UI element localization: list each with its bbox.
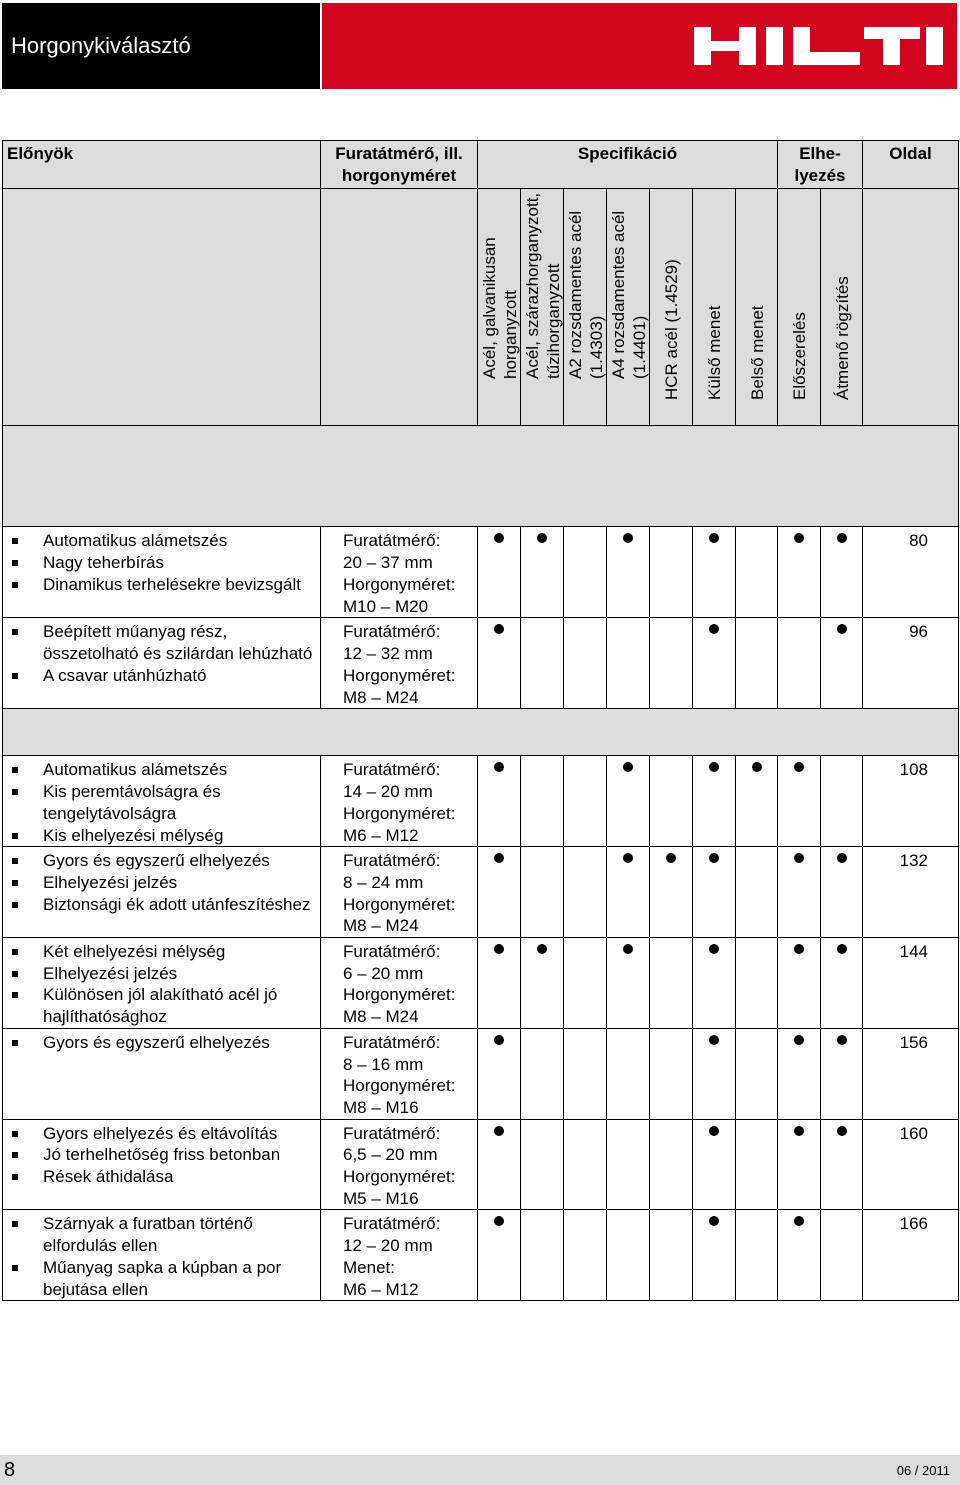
size-line: M5 – M16 (343, 1188, 419, 1208)
feature-dot (709, 533, 719, 543)
benefits-cell (3, 1210, 321, 1301)
feature-cell (736, 1210, 778, 1301)
feature-cell (778, 618, 821, 709)
page-footer (0, 1455, 960, 1485)
table-row (3, 1028, 959, 1119)
benefit-item: Rések áthidalása (3, 1166, 320, 1188)
feature-cell (521, 1210, 564, 1301)
feature-cell (650, 847, 693, 938)
feature-dot (794, 853, 804, 863)
size-line: Furatátmérő: (343, 1123, 441, 1143)
benefit-item: Két elhelyezési mélység (3, 941, 320, 963)
empty-header-cell (3, 189, 321, 426)
feature-cell (821, 938, 863, 1029)
size-cell (321, 1210, 478, 1301)
size-cell (321, 756, 478, 847)
table-row (3, 756, 959, 847)
feature-dot (752, 762, 762, 772)
feature-cell (607, 527, 650, 618)
page-title: Horgonykiválasztó (11, 33, 191, 58)
column-label: A2 rozsdamentes acél (1.4303) (564, 189, 607, 426)
feature-dot (709, 1035, 719, 1045)
feature-cell (736, 756, 778, 847)
header-banner (2, 3, 957, 89)
feature-dot (537, 533, 547, 543)
size-line: Horgonyméret: (343, 803, 456, 823)
size-line: 12 – 32 mm (343, 644, 433, 664)
benefit-item: Gyors elhelyezés és eltávolítás (3, 1123, 320, 1145)
benefit-item: Gyors és egyszerű elhelyezés (3, 850, 320, 872)
feature-dot (794, 1035, 804, 1045)
feature-cell (693, 527, 736, 618)
group-band (3, 426, 959, 527)
feature-cell (478, 527, 521, 618)
feature-dot (494, 624, 504, 634)
benefit-item: Jó terhelhetőség friss betonban (3, 1144, 320, 1166)
feature-cell (650, 938, 693, 1029)
group-band (3, 709, 959, 756)
size-cell (321, 847, 478, 938)
benefit-item: Dinamikus terhelésekre bevizsgált (3, 574, 320, 596)
size-line: Horgonyméret: (343, 574, 456, 594)
feature-dot (794, 533, 804, 543)
size-line: Furatátmérő: (343, 851, 441, 871)
feature-cell (478, 1028, 521, 1119)
page-ref: 144 (863, 938, 959, 1029)
feature-cell (564, 756, 607, 847)
feature-cell (521, 938, 564, 1029)
feature-dot (494, 1035, 504, 1045)
feature-cell (821, 847, 863, 938)
feature-dot (623, 944, 633, 954)
feature-cell (607, 756, 650, 847)
feature-cell (607, 1210, 650, 1301)
feature-cell (821, 527, 863, 618)
column-label: Átmenő rögzítés (821, 189, 863, 426)
feature-cell (778, 756, 821, 847)
feature-cell (478, 1210, 521, 1301)
size-line: Horgonyméret: (343, 894, 456, 914)
group-undercut (3, 527, 959, 709)
feature-cell (736, 847, 778, 938)
feature-dot (709, 1126, 719, 1136)
feature-cell (736, 1028, 778, 1119)
anchor-selector-table (2, 140, 959, 1301)
feature-dot (837, 533, 847, 543)
page-ref: 160 (863, 1119, 959, 1210)
column-label-row (3, 189, 959, 426)
feature-cell (693, 1028, 736, 1119)
size-line: Horgonyméret: (343, 665, 456, 685)
size-line: M8 – M16 (343, 1097, 419, 1117)
feature-cell (478, 938, 521, 1029)
feature-cell (821, 1119, 863, 1210)
feature-cell (564, 527, 607, 618)
size-line: M10 – M20 (343, 596, 429, 616)
feature-cell (778, 527, 821, 618)
feature-cell (564, 1210, 607, 1301)
feature-cell (650, 1210, 693, 1301)
size-line: M8 – M24 (343, 1007, 419, 1027)
benefits-cell (3, 527, 321, 618)
page-ref: 108 (863, 756, 959, 847)
title-panel (2, 3, 320, 89)
feature-dot (537, 944, 547, 954)
empty-header-cell (321, 189, 478, 426)
feature-cell (778, 847, 821, 938)
feature-dot (837, 853, 847, 863)
feature-dot (623, 533, 633, 543)
size-line: Furatátmérő: (343, 531, 441, 551)
feature-cell (650, 618, 693, 709)
feature-cell (736, 527, 778, 618)
feature-cell (564, 847, 607, 938)
benefits-header: Előnyök (3, 141, 321, 189)
benefit-item: Műanyag sapka a kúpban a por bejutása ellen (3, 1257, 320, 1300)
size-line: 20 – 37 mm (343, 553, 433, 573)
size-cell (321, 1119, 478, 1210)
feature-cell (607, 1119, 650, 1210)
feature-cell (650, 1119, 693, 1210)
benefit-item: A csavar utánhúzható (3, 665, 320, 687)
feature-cell (521, 527, 564, 618)
feature-cell (693, 756, 736, 847)
feature-cell (607, 847, 650, 938)
feature-cell (821, 618, 863, 709)
size-line: Horgonyméret: (343, 985, 456, 1005)
feature-dot (837, 1126, 847, 1136)
size-line: 6 – 20 mm (343, 963, 424, 983)
page-header: Oldal (863, 141, 959, 189)
feature-cell (478, 756, 521, 847)
benefits-cell (3, 938, 321, 1029)
size-line: 6,5 – 20 mm (343, 1145, 438, 1165)
size-line: 12 – 20 mm (343, 1236, 433, 1256)
table-row (3, 1210, 959, 1301)
feature-dot (494, 1216, 504, 1226)
benefit-item: Beépített műanyag rész, összetolható és szilárdan lehúzható (3, 621, 320, 664)
feature-dot (623, 762, 633, 772)
feature-dot (709, 624, 719, 634)
table-row (3, 618, 959, 709)
size-line: Furatátmérő: (343, 622, 441, 642)
size-line: Furatátmérő: (343, 942, 441, 962)
placement-header: Elhe-lyezés (778, 141, 863, 189)
size-line: Furatátmérő: (343, 1214, 441, 1234)
page-ref: 156 (863, 1028, 959, 1119)
size-line: 8 – 24 mm (343, 872, 424, 892)
feature-dot (494, 533, 504, 543)
feature-cell (564, 938, 607, 1029)
benefits-cell (3, 756, 321, 847)
feature-cell (607, 618, 650, 709)
size-cell (321, 618, 478, 709)
feature-dot (837, 1035, 847, 1045)
feature-cell (736, 938, 778, 1029)
feature-dot (709, 944, 719, 954)
size-line: Furatátmérő: (343, 760, 441, 780)
feature-dot (794, 1126, 804, 1136)
page-ref: 132 (863, 847, 959, 938)
size-line: Horgonyméret: (343, 1076, 456, 1096)
feature-cell (778, 938, 821, 1029)
feature-cell (607, 1028, 650, 1119)
feature-dot (837, 944, 847, 954)
feature-dot (494, 1126, 504, 1136)
feature-dot (623, 853, 633, 863)
feature-cell (778, 1119, 821, 1210)
benefit-item: Szárnyak a furatban történő elfordulás ellen (3, 1213, 320, 1256)
benefits-cell (3, 618, 321, 709)
feature-cell (821, 1028, 863, 1119)
feature-cell (693, 1210, 736, 1301)
benefits-cell (3, 847, 321, 938)
column-label: Külső menet (693, 189, 736, 426)
size-line: M8 – M24 (343, 687, 419, 707)
feature-dot (494, 944, 504, 954)
size-line: Horgonyméret: (343, 1167, 456, 1187)
feature-dot (794, 944, 804, 954)
feature-cell (521, 756, 564, 847)
page-ref: 96 (863, 618, 959, 709)
feature-cell (650, 756, 693, 847)
benefit-item: Kis peremtávolságra és tengelytávolságra (3, 781, 320, 824)
feature-cell (478, 1119, 521, 1210)
table-row (3, 847, 959, 938)
benefit-item: Különösen jól alakítható acél jó hajlíthatósághoz (3, 984, 320, 1027)
feature-cell (693, 938, 736, 1029)
size-cell (321, 1028, 478, 1119)
feature-cell (478, 847, 521, 938)
feature-cell (564, 618, 607, 709)
page-ref: 80 (863, 527, 959, 618)
benefit-item: Nagy teherbírás (3, 552, 320, 574)
feature-cell (736, 618, 778, 709)
size-line: M6 – M12 (343, 825, 419, 845)
feature-dot (794, 1216, 804, 1226)
feature-cell (693, 1119, 736, 1210)
feature-dot (494, 853, 504, 863)
feature-cell (736, 1119, 778, 1210)
feature-cell (650, 1028, 693, 1119)
feature-cell (564, 1028, 607, 1119)
column-label: Belső menet (736, 189, 778, 426)
feature-cell (521, 847, 564, 938)
table-row (3, 527, 959, 618)
feature-dot (794, 762, 804, 772)
diameter-header: Furatátmérő, ill. horgonyméret (321, 141, 478, 189)
feature-dot (709, 762, 719, 772)
feature-cell (521, 618, 564, 709)
feature-cell (693, 618, 736, 709)
feature-dot (494, 762, 504, 772)
empty-header-cell (863, 189, 959, 426)
benefit-item: Automatikus alámetszés (3, 759, 320, 781)
page-ref: 166 (863, 1210, 959, 1301)
hilti-logo (694, 27, 944, 65)
feature-cell (607, 938, 650, 1029)
header-row (3, 141, 959, 189)
column-label: HCR acél (1.4529) (650, 189, 693, 426)
column-label: A4 rozsdamentes acél (1.4401) (607, 189, 650, 426)
feature-cell (564, 1119, 607, 1210)
feature-cell (478, 618, 521, 709)
benefits-cell (3, 1119, 321, 1210)
size-line: Furatátmérő: (343, 1032, 441, 1052)
column-label: Előszerelés (778, 189, 821, 426)
table-row (3, 1119, 959, 1210)
size-line: 14 – 20 mm (343, 782, 433, 802)
brand-panel (322, 3, 957, 89)
feature-cell (821, 1210, 863, 1301)
group-expansion (3, 756, 959, 1301)
size-line: Menet: (343, 1257, 395, 1277)
size-cell (321, 938, 478, 1029)
feature-dot (837, 624, 847, 634)
feature-dot (709, 853, 719, 863)
column-label: Acél, galvanikusan horganyzott (478, 189, 521, 426)
column-label: Acél, szárazhorganyzott, tűzihorganyzott (521, 189, 564, 426)
feature-dot (666, 853, 676, 863)
edition-date: 06 / 2011 (896, 1463, 950, 1478)
benefit-item: Kis elhelyezési mélység (3, 825, 320, 847)
feature-cell (821, 756, 863, 847)
feature-cell (521, 1119, 564, 1210)
benefit-item: Gyors és egyszerű elhelyezés (3, 1032, 320, 1054)
size-line: M6 – M12 (343, 1279, 419, 1299)
feature-cell (521, 1028, 564, 1119)
benefit-item: Elhelyezési jelzés (3, 963, 320, 985)
feature-dot (709, 1216, 719, 1226)
size-line: 8 – 16 mm (343, 1054, 424, 1074)
benefits-cell (3, 1028, 321, 1119)
table-row (3, 938, 959, 1029)
feature-cell (650, 527, 693, 618)
size-line: M8 – M24 (343, 916, 419, 936)
benefit-item: Biztonsági ék adott utánfeszítéshez (3, 894, 320, 916)
spec-header: Specifikáció (478, 141, 778, 189)
benefit-item: Elhelyezési jelzés (3, 872, 320, 894)
feature-cell (778, 1210, 821, 1301)
feature-cell (778, 1028, 821, 1119)
feature-cell (693, 847, 736, 938)
page-number: 8 (4, 1459, 16, 1481)
benefit-item: Automatikus alámetszés (3, 530, 320, 552)
size-cell (321, 527, 478, 618)
